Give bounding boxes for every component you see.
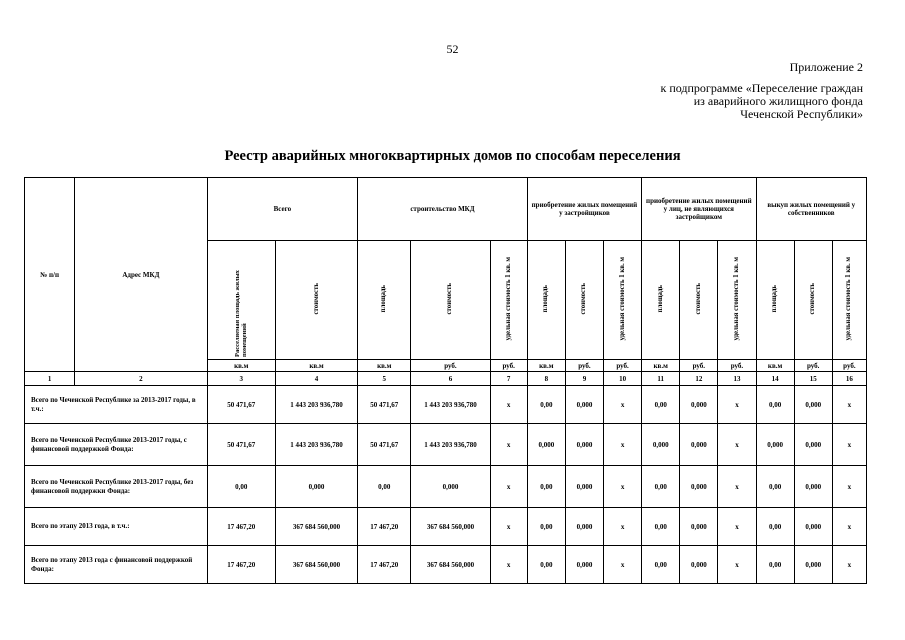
table-cell: х <box>832 466 866 508</box>
table-cell: х <box>604 466 642 508</box>
column-numbers-row <box>25 372 867 386</box>
subheader-area: площадь <box>542 285 550 313</box>
table-cell: 0,000 <box>275 466 357 508</box>
table-cell: 17 467,20 <box>207 546 275 584</box>
subheader-area: площадь <box>380 285 388 313</box>
table-cell: 0,000 <box>411 466 490 508</box>
table-cell: х <box>832 386 866 424</box>
table-cell: 0,000 <box>565 424 603 466</box>
column-number-cell: 11 <box>642 372 680 386</box>
table-cell: 0,00 <box>642 546 680 584</box>
subheader-cost: стоимость <box>580 283 588 315</box>
table-cell: х <box>718 546 756 584</box>
column-number-cell: 12 <box>680 372 718 386</box>
column-number-cell: 16 <box>832 372 866 386</box>
unit-cell: кв.м <box>642 360 680 372</box>
unit-cell: кв.м <box>275 360 357 372</box>
column-number-cell: 6 <box>411 372 490 386</box>
table-row <box>25 424 867 466</box>
table-cell: 0,00 <box>756 508 794 546</box>
table-cell: 0,000 <box>794 508 832 546</box>
table-cell: х <box>718 386 756 424</box>
table-cell: х <box>718 508 756 546</box>
column-number-cell: 1 <box>25 372 75 386</box>
table-cell: х <box>490 508 527 546</box>
registry-table <box>24 177 867 584</box>
table-cell: 367 684 560,000 <box>275 546 357 584</box>
group-construction-header: строительство МКД <box>358 178 528 241</box>
subheader-unit-cost: удельная стоимость 1 кв. м <box>618 257 626 341</box>
unit-cell: руб. <box>565 360 603 372</box>
unit-cell: руб. <box>718 360 756 372</box>
row-label: Всего по Чеченской Республике 2013-2017 годы, с финансовой поддержкой Фонда: <box>25 424 208 466</box>
group-total-header: Всего <box>207 178 358 241</box>
column-number-cell: 5 <box>358 372 411 386</box>
table-cell: 0,000 <box>794 466 832 508</box>
table-cell: 0,00 <box>756 386 794 424</box>
subheader-cost: стоимость <box>446 283 454 315</box>
table-cell: 0,000 <box>680 466 718 508</box>
table-cell: 0,00 <box>358 466 411 508</box>
appendix-block <box>661 61 864 121</box>
column-number-cell: 8 <box>527 372 565 386</box>
table-cell: 1 443 203 936,780 <box>411 386 490 424</box>
table-cell: 17 467,20 <box>207 508 275 546</box>
table-cell: 0,000 <box>565 546 603 584</box>
table-cell: 0,00 <box>642 386 680 424</box>
table-cell: 0,00 <box>207 466 275 508</box>
subheader-cost: стоимость <box>809 283 817 315</box>
table-cell: 0,00 <box>527 386 565 424</box>
table-cell: 0,000 <box>642 424 680 466</box>
document-title: Реестр аварийных многоквартирных домов по способам переселения <box>224 148 681 164</box>
table-cell: 0,00 <box>642 466 680 508</box>
table-cell: 50 471,67 <box>358 424 411 466</box>
table-cell: х <box>832 546 866 584</box>
row-label: Всего по Чеченской Республике 2013-2017 годы, без финансовой поддержки Фонда: <box>25 466 208 508</box>
table-cell: х <box>490 424 527 466</box>
table-cell: 0,000 <box>794 386 832 424</box>
table-cell: 1 443 203 936,780 <box>275 386 357 424</box>
table-cell: 0,000 <box>565 508 603 546</box>
table-cell: 0,000 <box>756 424 794 466</box>
column-number-cell: 3 <box>207 372 275 386</box>
table-cell: 0,00 <box>756 546 794 584</box>
table-cell: 0,00 <box>642 508 680 546</box>
table-row <box>25 466 867 508</box>
group-buyout-header: выкуп жилых помещений у собственников <box>756 178 866 241</box>
subheader-cost: стоимость <box>694 283 702 315</box>
unit-cell: руб. <box>490 360 527 372</box>
unit-cell: руб. <box>411 360 490 372</box>
table-cell: 0,000 <box>565 386 603 424</box>
subheader-total-area: Расселяемая площадь жилых помещений <box>234 270 249 357</box>
table-cell: 0,000 <box>794 424 832 466</box>
table-cell: х <box>718 424 756 466</box>
column-number-cell: 15 <box>794 372 832 386</box>
column-number-cell: 9 <box>565 372 603 386</box>
appendix-line: Чеченской Республики» <box>740 107 863 121</box>
table-cell: х <box>604 546 642 584</box>
column-number-cell: 7 <box>490 372 527 386</box>
table-cell: 50 471,67 <box>207 386 275 424</box>
table-cell: 17 467,20 <box>358 508 411 546</box>
row-label: Всего по этапу 2013 года с финансовой поддержкой Фонда: <box>25 546 208 584</box>
table-cell: 367 684 560,000 <box>411 546 490 584</box>
unit-cell: кв.м <box>756 360 794 372</box>
table-cell: 0,000 <box>680 546 718 584</box>
table-row <box>25 508 867 546</box>
group-purchase-non-dev-header: приобретение жилых помещений у лиц, не являющихся застройщиком <box>642 178 756 241</box>
table-row <box>25 386 867 424</box>
unit-cell: руб. <box>604 360 642 372</box>
unit-cell: кв.м <box>358 360 411 372</box>
row-label: Всего по этапу 2013 года, в т.ч.: <box>25 508 208 546</box>
column-number-cell: 13 <box>718 372 756 386</box>
unit-cell: руб. <box>832 360 866 372</box>
table-cell: 0,00 <box>756 466 794 508</box>
col-address-header: Адрес МКД <box>75 178 207 372</box>
table-cell: х <box>604 424 642 466</box>
subheader-unit-cost: удельная стоимость 1 кв. м <box>732 257 740 341</box>
table-cell: х <box>604 386 642 424</box>
table-cell: 367 684 560,000 <box>411 508 490 546</box>
table-cell: 0,00 <box>527 508 565 546</box>
subheader-area: площадь <box>656 285 664 313</box>
appendix-line: из аварийного жилищного фонда <box>693 94 863 108</box>
unit-cell: руб. <box>680 360 718 372</box>
subheader-area: площадь <box>771 285 779 313</box>
table-cell: 17 467,20 <box>358 546 411 584</box>
table-cell: х <box>604 508 642 546</box>
table-cell: 50 471,67 <box>358 386 411 424</box>
appendix-line: к подпрограмме «Переселение граждан <box>660 81 863 95</box>
table-cell: 1 443 203 936,780 <box>411 424 490 466</box>
table-cell: 50 471,67 <box>207 424 275 466</box>
table-cell: х <box>832 424 866 466</box>
table-cell: 367 684 560,000 <box>275 508 357 546</box>
table-cell: х <box>490 466 527 508</box>
subheader-unit-cost: удельная стоимость 1 кв. м <box>504 257 512 341</box>
table-cell: х <box>718 466 756 508</box>
column-number-cell: 2 <box>75 372 207 386</box>
table-cell: 0,000 <box>565 466 603 508</box>
column-number-cell: 10 <box>604 372 642 386</box>
column-number-cell: 4 <box>275 372 357 386</box>
table-cell: х <box>490 546 527 584</box>
unit-cell: кв.м <box>207 360 275 372</box>
unit-cell: руб. <box>794 360 832 372</box>
col-num-header: № п/п <box>25 178 75 372</box>
table-cell: 0,000 <box>527 424 565 466</box>
table-cell: 1 443 203 936,780 <box>275 424 357 466</box>
table-cell: 0,000 <box>794 546 832 584</box>
table-row <box>25 546 867 584</box>
table-cell: 0,00 <box>527 546 565 584</box>
header-row-groups <box>25 178 867 241</box>
page-number: 52 <box>446 42 459 56</box>
appendix-title: Приложение 2 <box>789 60 863 74</box>
table-cell: 0,00 <box>527 466 565 508</box>
table-cell: х <box>832 508 866 546</box>
group-purchase-dev-header: приобретение жилых помещений у застройщиков <box>527 178 641 241</box>
row-label: Всего по Чеченской Республике за 2013-2017 годы, в т.ч.: <box>25 386 208 424</box>
unit-cell: кв.м <box>527 360 565 372</box>
table-cell: 0,000 <box>680 508 718 546</box>
table-cell: 0,000 <box>680 424 718 466</box>
subheader-cost: стоимость <box>312 283 320 315</box>
table-cell: 0,000 <box>680 386 718 424</box>
table-cell: х <box>490 386 527 424</box>
column-number-cell: 14 <box>756 372 794 386</box>
subheader-unit-cost: удельная стоимость 1 кв. м <box>845 257 853 341</box>
